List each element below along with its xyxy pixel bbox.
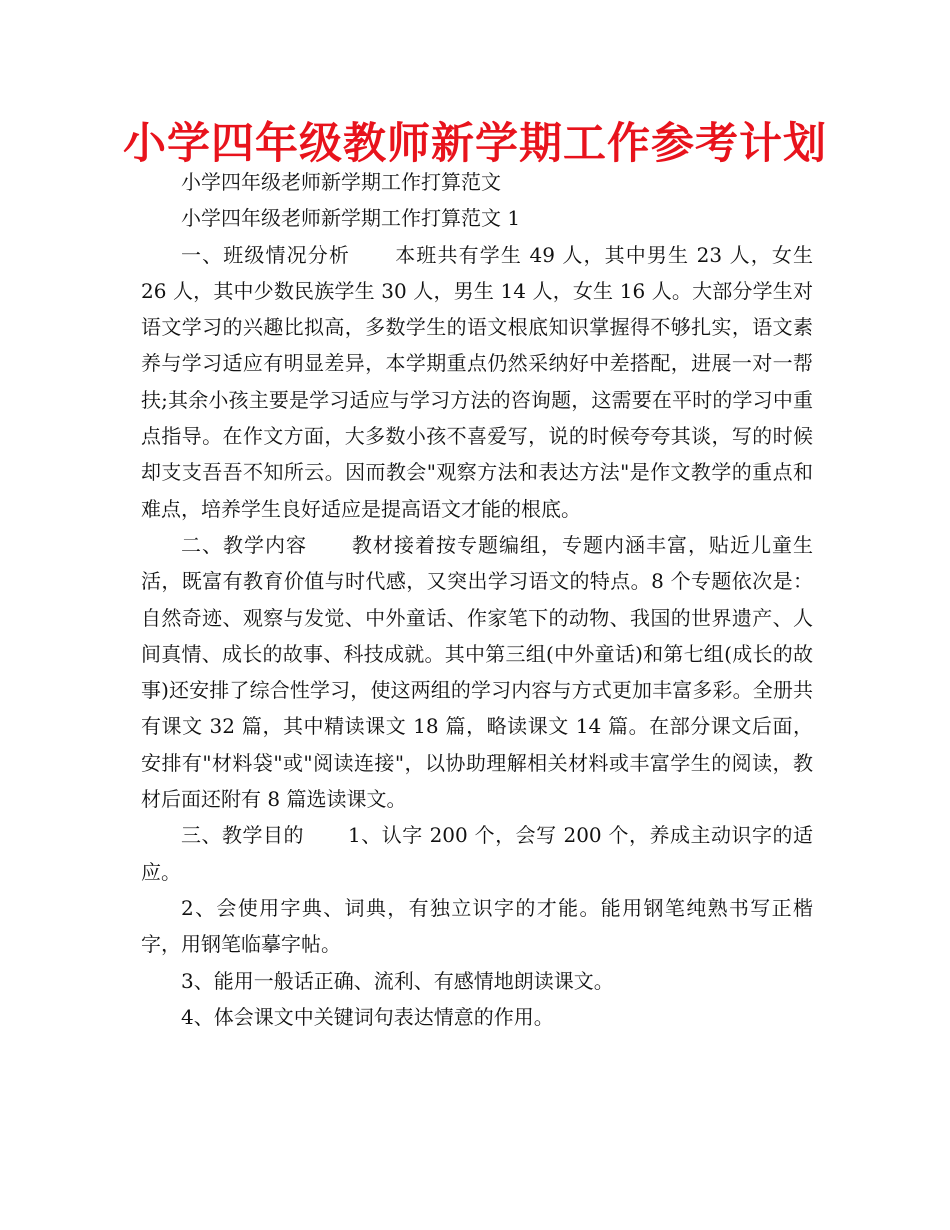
section-class-analysis [141,237,813,527]
document-body [141,164,813,1035]
subtitle: 小学四年级老师新学期工作打算范文 [181,170,501,194]
section-teaching-content [141,527,813,817]
document-title: 小学四年级教师新学期工作参考计划 [123,119,827,169]
section-heading: 三、教学目的 [181,823,304,848]
section-text: 教材接着按专题编组，专题内涵丰富，贴近儿童生活，既富有教育价值与时代感，又突出学习语文的特点。8 个专题依次是：自然奇迹、观察与发觉、中外童话、作家笔下的动物、我国的世界遗产、人间真情、成长的故事、科技成就。其中第三组(中外童话)和第七组(成长的故事)还安排了综合性学习，使这两组的学习内容与方式更加丰富多彩。全册共有课文 32 篇，其中精读课文 18 篇，略读课文 14 篇。在部分课文后面，安排有"材料袋"或"阅读连接"，以协助理解相关材料或丰富学生的阅读，教材后面还附有 8 篇选读课文。 [141,532,813,812]
section-heading: 二、教学内容 [181,532,307,557]
section-text: 1、认字 200 个，会写 200 个，养成主动识字的适应。 [141,823,813,884]
goal-item: 3、能用一般话正确、流利、有感情地朗读课文。 [181,968,614,993]
goal-item: 4、体会课文中关键词句表达情意的作用。 [181,1004,554,1029]
subtitle-2: 小学四年级老师新学期工作打算范文 1 [181,206,521,231]
section-teaching-goals [141,817,813,890]
goal-item: 2、会使用字典、词典，有独立识字的才能。能用钢笔纯熟书写正楷字，用钢笔临摹字帖。 [141,895,813,957]
section-text: 本班共有学生 49 人，其中男生 23 人，女生 26 人，其中少数民族学生 30 人，男生 14 人，女生 16 人。大部分学生对语文学习的兴趣比拟高，多数学生的语文根底知识掌握得不够扎实，语文素养与学习适应有明显差异，本学期重点仍然采纳好中差搭配，进展一对一帮扶;其余小孩主要是学习适应与学习方法的咨询题，这需要在平时的学习中重点指导。在作文方面，大多数小孩不喜爱写，说的时候夸夸其谈，写的时候却支支吾吾不知所云。因而教会"观察方法和表达方法"是作文教学的重点和难点，培养学生良好适应是提高语文才能的根底。 [141,242,814,521]
section-heading: 一、班级情况分析 [181,242,351,267]
